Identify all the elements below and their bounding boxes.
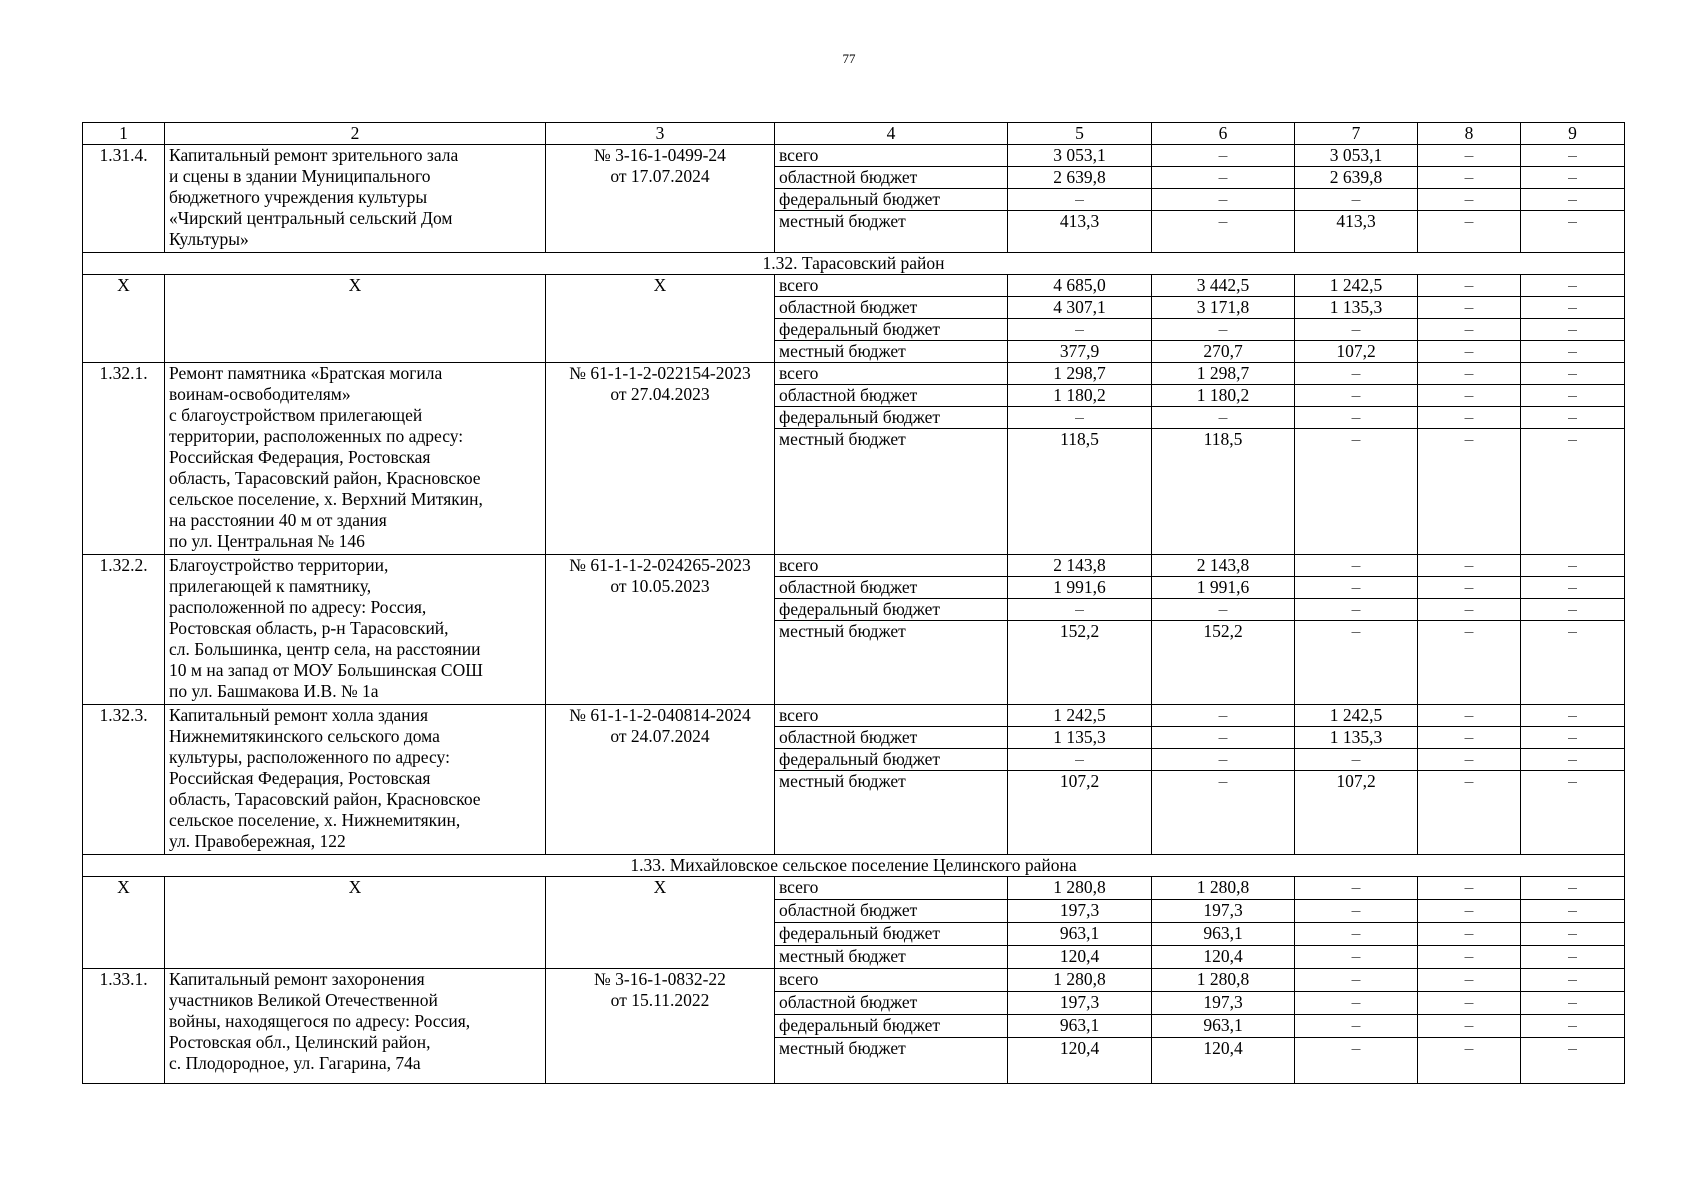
- amount-cell: –: [1418, 341, 1521, 363]
- amount-cell: –: [1418, 992, 1521, 1015]
- amount-cell: 118,5: [1152, 429, 1295, 555]
- amount-cell: 413,3: [1008, 211, 1152, 253]
- amount-cell: 197,3: [1152, 992, 1295, 1015]
- document-line: от 24.07.2024: [610, 726, 710, 746]
- funding-source: местный бюджет: [775, 621, 1008, 705]
- amount-cell: –: [1521, 577, 1625, 599]
- description-line: сл. Большинка, центр села, на расстоянии: [169, 639, 481, 659]
- description-line: и сцены в здании Муниципального: [169, 166, 431, 186]
- amount-cell: –: [1008, 189, 1152, 211]
- table-row: [83, 145, 1625, 167]
- description-line: ул. Правобережная, 122: [169, 831, 346, 851]
- amount-cell: –: [1418, 969, 1521, 992]
- document-line: № 61-1-1-2-040814-2024: [569, 705, 751, 725]
- amount-cell: –: [1521, 705, 1625, 727]
- column-header: 9: [1521, 123, 1625, 145]
- item-number: Х: [83, 275, 165, 363]
- document-line: от 15.11.2022: [610, 990, 710, 1010]
- amount-cell: 963,1: [1152, 1015, 1295, 1038]
- description-line: область, Тарасовский район, Красновское: [169, 789, 481, 809]
- amount-cell: –: [1152, 167, 1295, 189]
- description-line: на расстоянии 40 м от здания: [169, 510, 387, 530]
- amount-cell: –: [1418, 385, 1521, 407]
- item-number: 1.33.1.: [83, 969, 165, 1084]
- description-line: бюджетного учреждения культуры: [169, 187, 428, 207]
- section-row: [83, 253, 1625, 275]
- amount-cell: 963,1: [1008, 923, 1152, 946]
- amount-cell: –: [1521, 900, 1625, 923]
- amount-cell: 1 280,8: [1008, 969, 1152, 992]
- description-line: Культуры»: [169, 229, 249, 249]
- amount-cell: –: [1418, 429, 1521, 555]
- item-description: [165, 275, 546, 363]
- amount-cell: 1 242,5: [1295, 275, 1418, 297]
- funding-source: федеральный бюджет: [775, 407, 1008, 429]
- table-row: [83, 877, 1625, 900]
- amount-cell: –: [1418, 145, 1521, 167]
- amount-cell: –: [1521, 385, 1625, 407]
- amount-cell: –: [1152, 189, 1295, 211]
- amount-cell: 963,1: [1152, 923, 1295, 946]
- table-row: [83, 275, 1625, 297]
- column-header: 4: [775, 123, 1008, 145]
- funding-source: местный бюджет: [775, 1038, 1008, 1084]
- amount-cell: –: [1295, 599, 1418, 621]
- amount-cell: 1 991,6: [1008, 577, 1152, 599]
- description-line: Капитальный ремонт захоронения: [169, 969, 425, 989]
- description-line: расположенной по адресу: Россия,: [169, 597, 427, 617]
- item-description: [165, 145, 546, 253]
- section-title: 1.33. Михайловское сельское поселение Целинского района: [83, 855, 1625, 877]
- document-line: Х: [653, 275, 667, 295]
- amount-cell: 1 242,5: [1008, 705, 1152, 727]
- amount-cell: –: [1295, 1038, 1418, 1084]
- amount-cell: –: [1418, 621, 1521, 705]
- amount-cell: –: [1152, 319, 1295, 341]
- amount-cell: –: [1295, 429, 1418, 555]
- funding-source: местный бюджет: [775, 211, 1008, 253]
- funding-source: областной бюджет: [775, 992, 1008, 1015]
- funding-source: местный бюджет: [775, 341, 1008, 363]
- amount-cell: –: [1521, 727, 1625, 749]
- item-document: [546, 877, 775, 969]
- amount-cell: –: [1521, 969, 1625, 992]
- document-line: от 17.07.2024: [610, 166, 710, 186]
- item-description: [165, 555, 546, 705]
- funding-source: всего: [775, 275, 1008, 297]
- amount-cell: –: [1521, 429, 1625, 555]
- amount-cell: 2 639,8: [1295, 167, 1418, 189]
- item-document: [546, 275, 775, 363]
- item-description: [165, 705, 546, 855]
- funding-source: областной бюджет: [775, 167, 1008, 189]
- amount-cell: –: [1521, 749, 1625, 771]
- amount-cell: –: [1521, 211, 1625, 253]
- amount-cell: 4 685,0: [1008, 275, 1152, 297]
- table-row: [83, 555, 1625, 577]
- funding-source: федеральный бюджет: [775, 1015, 1008, 1038]
- amount-cell: –: [1152, 727, 1295, 749]
- table-row: [83, 363, 1625, 385]
- amount-cell: –: [1521, 167, 1625, 189]
- amount-cell: –: [1152, 407, 1295, 429]
- amount-cell: –: [1295, 969, 1418, 992]
- amount-cell: –: [1295, 319, 1418, 341]
- description-line: Российская Федерация, Ростовская: [169, 768, 431, 788]
- section-title: 1.32. Тарасовский район: [83, 253, 1625, 275]
- amount-cell: –: [1295, 555, 1418, 577]
- column-header: 3: [546, 123, 775, 145]
- amount-cell: –: [1521, 771, 1625, 855]
- amount-cell: 3 053,1: [1008, 145, 1152, 167]
- amount-cell: –: [1521, 877, 1625, 900]
- amount-cell: 2 639,8: [1008, 167, 1152, 189]
- description-line: Российская Федерация, Ростовская: [169, 447, 431, 467]
- amount-cell: 152,2: [1152, 621, 1295, 705]
- funding-source: федеральный бюджет: [775, 599, 1008, 621]
- funding-source: областной бюджет: [775, 577, 1008, 599]
- description-line: Ростовская область, р-н Тарасовский,: [169, 618, 449, 638]
- amount-cell: –: [1418, 946, 1521, 969]
- description-line: сельское поселение, х. Нижнемитякин,: [169, 810, 461, 830]
- funding-source: федеральный бюджет: [775, 923, 1008, 946]
- item-number: 1.32.1.: [83, 363, 165, 555]
- amount-cell: 377,9: [1008, 341, 1152, 363]
- description-line: Капитальный ремонт зрительного зала: [169, 145, 459, 165]
- funding-source: всего: [775, 705, 1008, 727]
- amount-cell: –: [1008, 749, 1152, 771]
- item-document: [546, 705, 775, 855]
- amount-cell: –: [1295, 621, 1418, 705]
- column-header: 6: [1152, 123, 1295, 145]
- item-description: [165, 969, 546, 1084]
- item-document: [546, 555, 775, 705]
- amount-cell: 1 180,2: [1008, 385, 1152, 407]
- amount-cell: 120,4: [1152, 1038, 1295, 1084]
- amount-cell: –: [1152, 749, 1295, 771]
- item-document: [546, 145, 775, 253]
- column-header: 5: [1008, 123, 1152, 145]
- amount-cell: 1 280,8: [1152, 969, 1295, 992]
- funding-source: всего: [775, 555, 1008, 577]
- amount-cell: 107,2: [1295, 341, 1418, 363]
- item-document: [546, 363, 775, 555]
- amount-cell: 3 053,1: [1295, 145, 1418, 167]
- amount-cell: –: [1008, 599, 1152, 621]
- amount-cell: –: [1152, 771, 1295, 855]
- amount-cell: –: [1521, 946, 1625, 969]
- amount-cell: –: [1418, 319, 1521, 341]
- amount-cell: –: [1152, 599, 1295, 621]
- amount-cell: 1 242,5: [1295, 705, 1418, 727]
- amount-cell: 1 180,2: [1152, 385, 1295, 407]
- amount-cell: –: [1295, 923, 1418, 946]
- funding-source: областной бюджет: [775, 727, 1008, 749]
- description-line: территории, расположенных по адресу:: [169, 426, 464, 446]
- amount-cell: –: [1418, 555, 1521, 577]
- column-header: 1: [83, 123, 165, 145]
- funding-source: федеральный бюджет: [775, 189, 1008, 211]
- section-row: [83, 855, 1625, 877]
- amount-cell: –: [1295, 363, 1418, 385]
- amount-cell: –: [1521, 407, 1625, 429]
- amount-cell: –: [1418, 1015, 1521, 1038]
- description-line: участников Великой Отечественной: [169, 990, 438, 1010]
- amount-cell: –: [1521, 621, 1625, 705]
- document-line: от 27.04.2023: [610, 384, 710, 404]
- funding-source: местный бюджет: [775, 771, 1008, 855]
- description-line: с. Плодородное, ул. Гагарина, 74а: [169, 1053, 421, 1073]
- amount-cell: –: [1521, 923, 1625, 946]
- amount-cell: 1 280,8: [1152, 877, 1295, 900]
- item-description: [165, 877, 546, 969]
- amount-cell: 120,4: [1152, 946, 1295, 969]
- document-line: Х: [653, 877, 667, 897]
- amount-cell: –: [1521, 599, 1625, 621]
- document-line: № 61-1-1-2-024265-2023: [569, 555, 751, 575]
- column-header-row: [83, 123, 1625, 145]
- amount-cell: –: [1521, 341, 1625, 363]
- amount-cell: –: [1418, 705, 1521, 727]
- amount-cell: –: [1418, 749, 1521, 771]
- amount-cell: –: [1295, 749, 1418, 771]
- description-line: по ул. Центральная № 146: [169, 531, 365, 551]
- amount-cell: –: [1008, 407, 1152, 429]
- amount-cell: 1 135,3: [1295, 727, 1418, 749]
- description-line: Капитальный ремонт холла здания: [169, 705, 429, 725]
- amount-cell: –: [1418, 297, 1521, 319]
- item-number: 1.31.4.: [83, 145, 165, 253]
- amount-cell: –: [1418, 275, 1521, 297]
- funding-source: местный бюджет: [775, 429, 1008, 555]
- amount-cell: –: [1295, 946, 1418, 969]
- amount-cell: –: [1152, 145, 1295, 167]
- amount-cell: –: [1521, 1015, 1625, 1038]
- amount-cell: 1 135,3: [1008, 727, 1152, 749]
- amount-cell: 118,5: [1008, 429, 1152, 555]
- amount-cell: –: [1521, 555, 1625, 577]
- column-header: 8: [1418, 123, 1521, 145]
- amount-cell: –: [1521, 189, 1625, 211]
- column-header: 7: [1295, 123, 1418, 145]
- description-line: Х: [348, 275, 362, 295]
- amount-cell: 1 298,7: [1152, 363, 1295, 385]
- description-line: Ростовская обл., Целинский район,: [169, 1032, 431, 1052]
- amount-cell: 1 991,6: [1152, 577, 1295, 599]
- description-line: Х: [348, 877, 362, 897]
- amount-cell: 4 307,1: [1008, 297, 1152, 319]
- description-line: Благоустройство территории,: [169, 555, 389, 575]
- amount-cell: 3 171,8: [1152, 297, 1295, 319]
- amount-cell: 270,7: [1152, 341, 1295, 363]
- funding-source: областной бюджет: [775, 297, 1008, 319]
- amount-cell: –: [1418, 363, 1521, 385]
- amount-cell: –: [1521, 275, 1625, 297]
- amount-cell: –: [1521, 319, 1625, 341]
- item-number: Х: [83, 877, 165, 969]
- description-line: культуры, расположенного по адресу:: [169, 747, 450, 767]
- page-number: 77: [842, 51, 856, 66]
- funding-source: всего: [775, 969, 1008, 992]
- amount-cell: 107,2: [1008, 771, 1152, 855]
- amount-cell: 963,1: [1008, 1015, 1152, 1038]
- amount-cell: –: [1418, 1038, 1521, 1084]
- description-line: «Чирский центральный сельский Дом: [169, 208, 453, 228]
- amount-cell: –: [1418, 923, 1521, 946]
- amount-cell: 1 280,8: [1008, 877, 1152, 900]
- amount-cell: –: [1418, 211, 1521, 253]
- description-line: прилегающей к памятнику,: [169, 576, 372, 596]
- amount-cell: –: [1418, 189, 1521, 211]
- amount-cell: –: [1418, 407, 1521, 429]
- table-row: [83, 705, 1625, 727]
- funding-source: всего: [775, 363, 1008, 385]
- amount-cell: –: [1418, 877, 1521, 900]
- amount-cell: –: [1521, 1038, 1625, 1084]
- funding-source: местный бюджет: [775, 946, 1008, 969]
- amount-cell: –: [1295, 992, 1418, 1015]
- description-line: с благоустройством прилегающей: [169, 405, 423, 425]
- amount-cell: –: [1295, 385, 1418, 407]
- description-line: Нижнемитякинского сельского дома: [169, 726, 440, 746]
- item-document: [546, 969, 775, 1084]
- amount-cell: –: [1295, 1015, 1418, 1038]
- description-line: область, Тарасовский район, Красновское: [169, 468, 481, 488]
- document-line: № 3-16-1-0832-22: [594, 969, 726, 989]
- amount-cell: –: [1418, 727, 1521, 749]
- amount-cell: 197,3: [1152, 900, 1295, 923]
- amount-cell: –: [1521, 363, 1625, 385]
- description-line: войны, находящегося по адресу: Россия,: [169, 1011, 471, 1031]
- budget-table: [82, 122, 1625, 1084]
- table-row: [83, 969, 1625, 992]
- amount-cell: 2 143,8: [1152, 555, 1295, 577]
- document-line: № 61-1-1-2-022154-2023: [569, 363, 751, 383]
- funding-source: областной бюджет: [775, 385, 1008, 407]
- amount-cell: –: [1295, 900, 1418, 923]
- amount-cell: 3 442,5: [1152, 275, 1295, 297]
- description-line: сельское поселение, х. Верхний Митякин,: [169, 489, 483, 509]
- description-line: по ул. Башмакова И.В. № 1а: [169, 681, 379, 701]
- amount-cell: –: [1521, 297, 1625, 319]
- funding-source: федеральный бюджет: [775, 319, 1008, 341]
- document-line: № 3-16-1-0499-24: [594, 145, 726, 165]
- description-line: Ремонт памятника «Братская могила: [169, 363, 443, 383]
- funding-source: федеральный бюджет: [775, 749, 1008, 771]
- amount-cell: 120,4: [1008, 1038, 1152, 1084]
- amount-cell: –: [1418, 167, 1521, 189]
- amount-cell: –: [1295, 189, 1418, 211]
- column-header: 2: [165, 123, 546, 145]
- amount-cell: –: [1152, 705, 1295, 727]
- amount-cell: 120,4: [1008, 946, 1152, 969]
- amount-cell: –: [1418, 771, 1521, 855]
- amount-cell: –: [1418, 577, 1521, 599]
- amount-cell: –: [1295, 407, 1418, 429]
- description-line: 10 м на запад от МОУ Большинская СОШ: [169, 660, 483, 680]
- funding-source: всего: [775, 145, 1008, 167]
- amount-cell: 197,3: [1008, 992, 1152, 1015]
- amount-cell: 1 298,7: [1008, 363, 1152, 385]
- item-number: 1.32.2.: [83, 555, 165, 705]
- item-description: [165, 363, 546, 555]
- amount-cell: –: [1152, 211, 1295, 253]
- amount-cell: –: [1295, 877, 1418, 900]
- description-line: воинам-освободителям»: [169, 384, 351, 404]
- funding-source: всего: [775, 877, 1008, 900]
- amount-cell: –: [1418, 599, 1521, 621]
- amount-cell: –: [1295, 577, 1418, 599]
- amount-cell: –: [1418, 900, 1521, 923]
- amount-cell: –: [1008, 319, 1152, 341]
- funding-source: областной бюджет: [775, 900, 1008, 923]
- amount-cell: 107,2: [1295, 771, 1418, 855]
- amount-cell: 1 135,3: [1295, 297, 1418, 319]
- amount-cell: 2 143,8: [1008, 555, 1152, 577]
- amount-cell: 152,2: [1008, 621, 1152, 705]
- amount-cell: 413,3: [1295, 211, 1418, 253]
- item-number: 1.32.3.: [83, 705, 165, 855]
- amount-cell: 197,3: [1008, 900, 1152, 923]
- amount-cell: –: [1521, 992, 1625, 1015]
- amount-cell: –: [1521, 145, 1625, 167]
- document-line: от 10.05.2023: [610, 576, 710, 596]
